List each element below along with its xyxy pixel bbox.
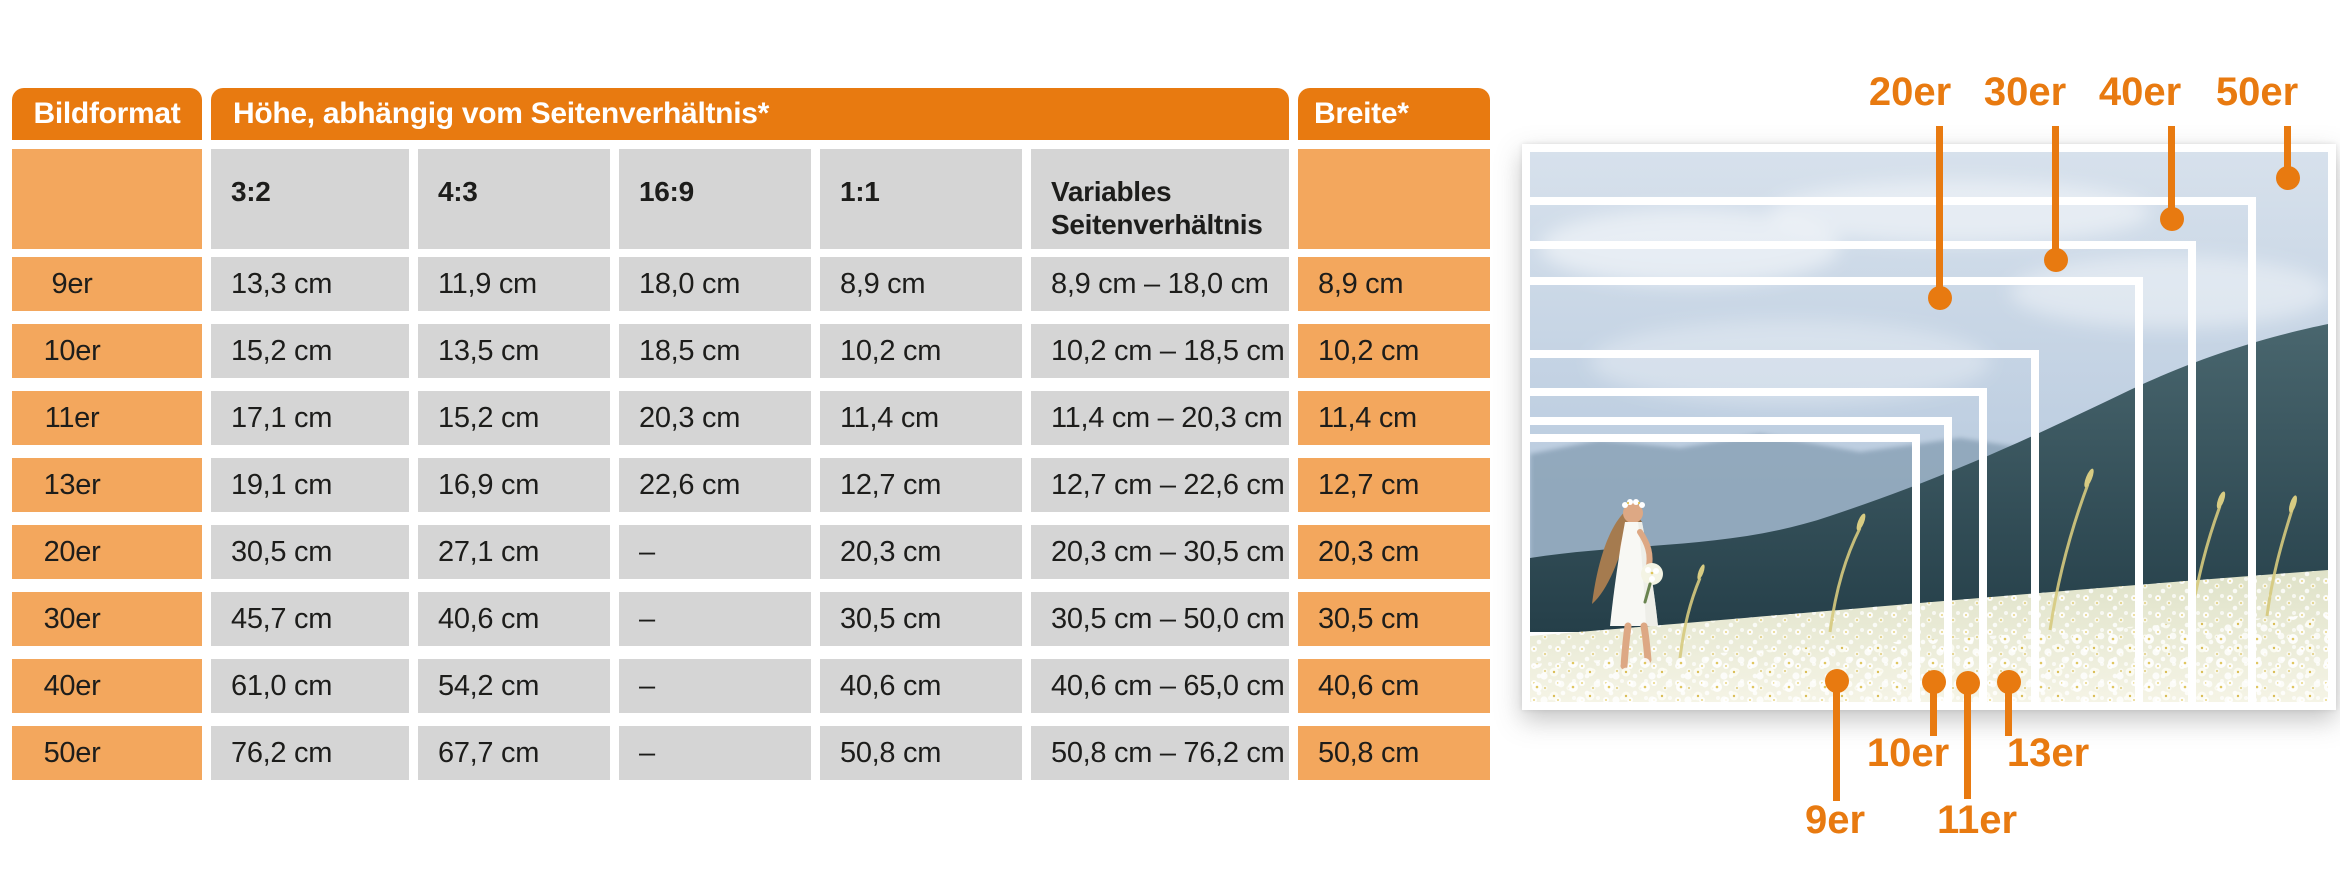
header-bildformat: Bildformat: [12, 88, 202, 140]
table-subheader-row: [12, 149, 1490, 249]
value-cell: 10,2 cm: [820, 324, 1022, 378]
table-header-row: [12, 88, 1490, 140]
size-label-cell: 11er: [12, 391, 202, 445]
annotation-line-40er: [2168, 126, 2175, 219]
annotation-label-40er: 40er: [2098, 70, 2182, 114]
value-cell: 76,2 cm: [211, 726, 409, 780]
annotation-dot-9er: [1825, 669, 1849, 693]
size-label-cell: 9er: [12, 257, 202, 311]
annotation-line-20er: [1936, 126, 1943, 298]
value-cell: 20,3 cm: [619, 391, 811, 445]
value-cell: 13,3 cm: [211, 257, 409, 311]
annotation-label-50er: 50er: [2215, 70, 2299, 114]
table-row: [12, 257, 1490, 311]
value-cell: 40,6 cm: [820, 659, 1022, 713]
table-row: [12, 592, 1490, 646]
value-cell: 30,5 cm: [211, 525, 409, 579]
size-label-cell: 20er: [12, 525, 202, 579]
subheader-ratio-4-3: 4:3: [418, 149, 610, 249]
annotation-line-9er: [1833, 681, 1840, 801]
annotation-label-30er: 30er: [1983, 70, 2067, 114]
annotation-dot-30er: [2044, 248, 2068, 272]
meadow-photo-illustration: [1530, 152, 2328, 702]
value-cell: 8,9 cm: [820, 257, 1022, 311]
table-row: [12, 391, 1490, 445]
annotation-label-11er: 11er: [1936, 798, 2018, 842]
value-cell: 11,4 cm – 20,3 cm: [1031, 391, 1289, 445]
value-cell: 17,1 cm: [211, 391, 409, 445]
value-cell: –: [619, 525, 811, 579]
table-row: [12, 726, 1490, 780]
size-label-cell: 40er: [12, 659, 202, 713]
meadow-photo: [1530, 152, 2328, 702]
size-label-cell: 30er: [12, 592, 202, 646]
value-cell: 20,3 cm: [820, 525, 1022, 579]
table-row: [12, 659, 1490, 713]
value-cell: 15,2 cm: [211, 324, 409, 378]
value-cell: 15,2 cm: [418, 391, 610, 445]
subheader-empty-left: [12, 149, 202, 249]
size-label-cell: 10er: [12, 324, 202, 378]
value-cell: 40,6 cm: [418, 592, 610, 646]
annotation-dot-40er: [2160, 207, 2184, 231]
value-cell: 11,9 cm: [418, 257, 610, 311]
value-cell: 30,5 cm: [820, 592, 1022, 646]
value-cell: 18,5 cm: [619, 324, 811, 378]
breite-cell: 12,7 cm: [1298, 458, 1490, 512]
breite-cell: 30,5 cm: [1298, 592, 1490, 646]
subheader-ratio-3-2: 3:2: [211, 149, 409, 249]
value-cell: 10,2 cm – 18,5 cm: [1031, 324, 1289, 378]
annotation-label-10er: 10er: [1866, 731, 1950, 775]
size-label-cell: 50er: [12, 726, 202, 780]
table-row: [12, 324, 1490, 378]
value-cell: 16,9 cm: [418, 458, 610, 512]
value-cell: 61,0 cm: [211, 659, 409, 713]
subheader-ratio-1-1: 1:1: [820, 149, 1022, 249]
value-cell: 18,0 cm: [619, 257, 811, 311]
annotation-label-20er: 20er: [1868, 70, 1952, 114]
subheader-variable: Variables Seitenverhältnis: [1031, 149, 1289, 249]
value-cell: 19,1 cm: [211, 458, 409, 512]
value-cell: 40,6 cm – 65,0 cm: [1031, 659, 1289, 713]
breite-cell: 50,8 cm: [1298, 726, 1490, 780]
value-cell: 50,8 cm – 76,2 cm: [1031, 726, 1289, 780]
value-cell: –: [619, 659, 811, 713]
annotation-label-13er: 13er: [2006, 731, 2090, 775]
table-row: [12, 525, 1490, 579]
photo-print-preview: [1522, 144, 2336, 710]
value-cell: 30,5 cm – 50,0 cm: [1031, 592, 1289, 646]
value-cell: 54,2 cm: [418, 659, 610, 713]
value-cell: 20,3 cm – 30,5 cm: [1031, 525, 1289, 579]
breite-cell: 10,2 cm: [1298, 324, 1490, 378]
annotation-dot-10er: [1922, 670, 1946, 694]
value-cell: –: [619, 726, 811, 780]
breite-cell: 8,9 cm: [1298, 257, 1490, 311]
annotation-dot-20er: [1928, 286, 1952, 310]
annotation-line-30er: [2052, 126, 2059, 260]
value-cell: 45,7 cm: [211, 592, 409, 646]
value-cell: 12,7 cm – 22,6 cm: [1031, 458, 1289, 512]
value-cell: 11,4 cm: [820, 391, 1022, 445]
header-breite: Breite*: [1298, 88, 1490, 140]
value-cell: 50,8 cm: [820, 726, 1022, 780]
size-label-cell: 13er: [12, 458, 202, 512]
value-cell: 12,7 cm: [820, 458, 1022, 512]
breite-cell: 11,4 cm: [1298, 391, 1490, 445]
value-cell: 22,6 cm: [619, 458, 811, 512]
value-cell: 27,1 cm: [418, 525, 610, 579]
table-row: [12, 458, 1490, 512]
print-size-table: [12, 88, 1490, 793]
breite-cell: 40,6 cm: [1298, 659, 1490, 713]
annotation-label-9er: 9er: [1804, 798, 1866, 842]
value-cell: 8,9 cm – 18,0 cm: [1031, 257, 1289, 311]
annotation-dot-11er: [1956, 671, 1980, 695]
breite-cell: 20,3 cm: [1298, 525, 1490, 579]
value-cell: 13,5 cm: [418, 324, 610, 378]
value-cell: –: [619, 592, 811, 646]
annotation-dot-13er: [1997, 670, 2021, 694]
value-cell: 67,7 cm: [418, 726, 610, 780]
subheader-empty-right: [1298, 149, 1490, 249]
subheader-ratio-16-9: 16:9: [619, 149, 811, 249]
annotation-dot-50er: [2276, 166, 2300, 190]
header-hoehe: Höhe, abhängig vom Seitenverhältnis*: [211, 88, 1289, 140]
